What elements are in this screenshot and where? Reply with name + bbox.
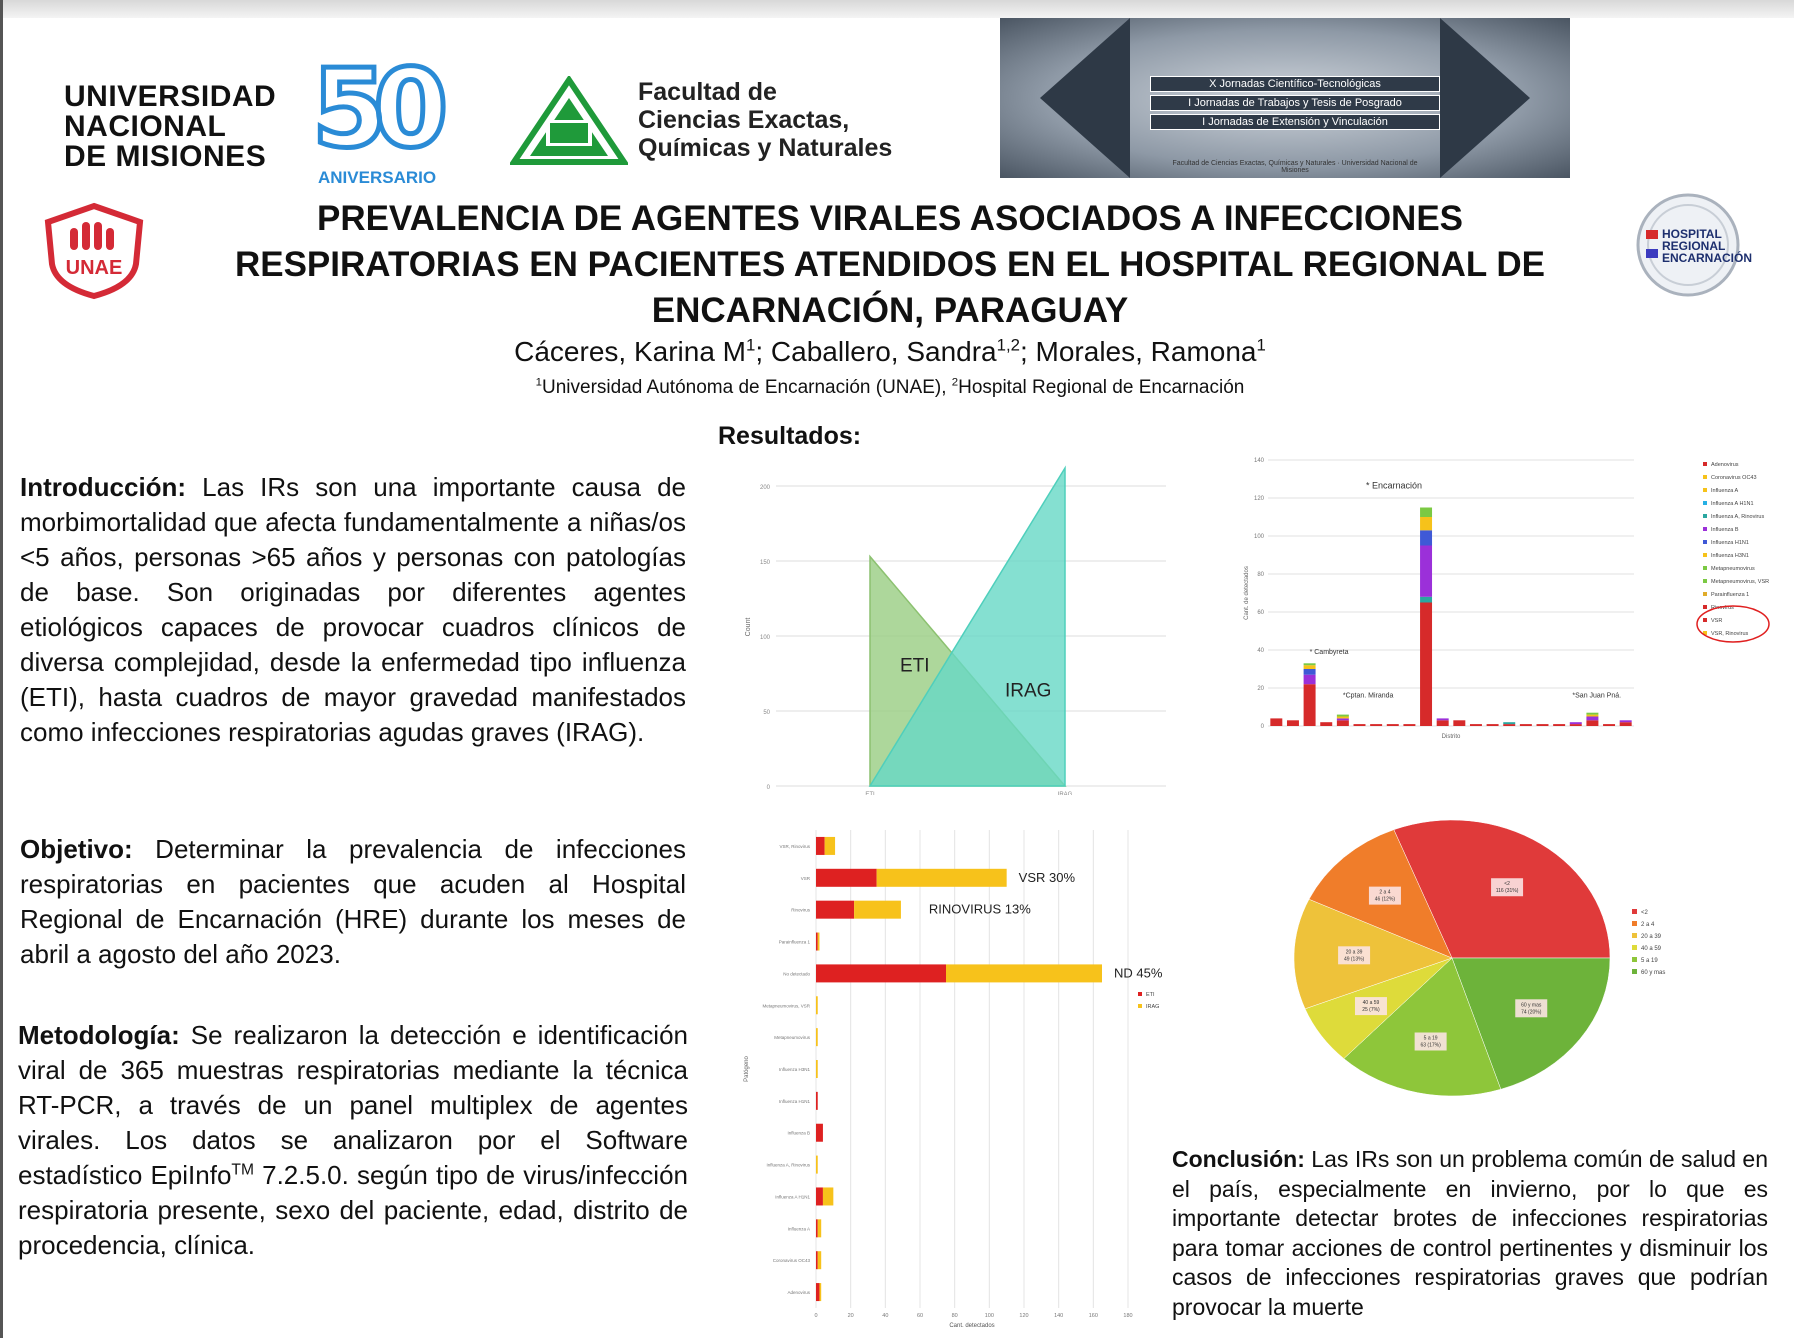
bar-segment [1437,718,1449,720]
bar-segment [1387,724,1399,726]
y-tick-label: Metapneumovirus [774,1035,810,1041]
author-affil-sup: 1,2 [996,335,1020,355]
bar-segment [816,1187,823,1205]
y-tick-label: 120 [1253,496,1264,502]
anniversary-label: ANIVERSARIO [318,168,437,187]
legend-label: Metapneumovirus, VSR [1711,579,1770,585]
author-affil-sup: 1 [1256,335,1266,355]
legend-swatch [1703,501,1707,505]
bar-segment [1520,724,1532,726]
methodology-text: 7.2.5.0. según tipo de virus/infección respiratoria presente, sexo del paciente, edad, distrito de procedencia, clínica. [18,1160,688,1260]
bar-segment [816,1060,818,1078]
bar-segment [816,964,946,982]
university-line: NACIONAL [64,110,227,143]
affil-text: Hospital Regional de Encarnación [958,377,1245,398]
bar-annotation: *San Juan Pná. [1572,692,1622,700]
banner-lines [1150,73,1440,133]
x-axis-label: Distrito [1441,734,1461,740]
slice-label: 2 a 4 [1379,889,1391,896]
y-axis-label: Patógeno [744,1056,750,1082]
bar-segment [1320,722,1332,726]
x-tick-label: 120 [1019,1313,1029,1319]
legend-label: Influenza A [1711,488,1739,494]
y-tick-label: 50 [763,710,770,716]
x-tick-label: 60 [916,1313,924,1319]
chevron-right-icon [1440,18,1530,178]
bar-segment [1270,718,1282,726]
legend-label: Metapneumovirus [1711,566,1755,572]
legend-swatch [1703,592,1707,596]
bar-segment [1304,675,1316,685]
y-tick-label: Influenza H3N1 [778,1067,810,1072]
intro-section [20,470,686,750]
banner-subtitle: Facultad de Ciencias Exactas, Químicas y Naturales · Universidad Nacional de Misiones [1172,160,1418,174]
bar-segment [1337,718,1349,720]
y-tick-label: 0 [766,785,770,791]
legend-label: Influenza A H1N1 [1711,501,1754,507]
legend-label: VSR [1711,618,1723,624]
bar-segment [816,1124,823,1142]
bar-segment [1586,717,1598,721]
bar-segment [1337,715,1349,717]
bar-segment [816,933,818,951]
slice-label: 49 (13%) [1343,956,1365,963]
legend-label: IRAG [1146,1004,1160,1010]
bar-segment [816,1092,818,1110]
bar-segment [816,996,818,1014]
bar-segment [1437,720,1449,726]
y-tick-label: Adenovirus [787,1290,810,1296]
bar-segment [818,1251,821,1269]
y-tick-label: 200 [759,485,770,491]
y-tick-label: 100 [759,635,770,641]
methodology-heading: Metodología: [18,1020,180,1050]
faculty-logo-icon [510,76,628,166]
banner-line: I Jornadas de Trabajos y Tesis de Posgrado [1150,95,1440,111]
legend-swatch [1703,553,1707,557]
bar-segment [816,1156,818,1174]
x-tick-label: 100 [984,1313,994,1319]
intro-text: Las IRs son una importante causa de morbimortalidad que afecta fundamentalmente a niñas/os <5 años, personas >65 años y personas con patologías de base. Son originadas por diferentes agentes etiológicos capaces de provocar cuadros clínicos de diversa complejidad, desde la enfermedad tipo influenza (ETI), hasta cuadros de mayor gravedad manifestados como infecciones respiratorias agudas graves (IRAG). [20,472,686,747]
x-tick-label: ETI [865,792,875,795]
bar-segment [854,901,901,919]
legend-swatch [1703,488,1707,492]
slice-label: 116 (31%) [1495,888,1519,895]
banner-line: I Jornadas de Extensión y Vinculación [1150,114,1440,130]
bar-segment [1620,720,1632,722]
bar-segment [1487,724,1499,726]
y-tick-label: 0 [1260,724,1264,730]
bar-segment [816,1283,819,1301]
results-heading: Resultados: [718,422,862,450]
author-affil-sup: 1 [746,335,756,355]
y-tick-label: 150 [759,560,770,566]
bar-segment [1304,669,1316,675]
left-edge [0,0,3,1338]
objective-text: Determinar la prevalencia de infecciones respiratorias en pacientes que acuden al Hospital Regional de Encarnación (HRE) durante los meses de abril a agosto del año 2023. [20,834,686,969]
bar-segment [823,1187,833,1205]
legend-swatch [1703,618,1707,622]
trademark-sup: TM [231,1161,254,1179]
x-tick-label: 140 [1054,1313,1064,1319]
author-name: ; Morales, Ramona [1019,336,1257,367]
bar-segment [1304,684,1316,726]
bar-segment [816,837,825,855]
y-tick-label: Rinovirus [791,907,810,913]
legend-swatch [1703,566,1707,570]
title-line: PREVALENCIA DE AGENTES VIRALES ASOCIADOS A INFECCIONES [316,199,1464,238]
legend-label: 40 a 59 [1641,946,1662,952]
methodology-section [18,1018,688,1263]
slice-label: 25 (7%) [1362,1007,1380,1014]
y-tick-label: 100 [1253,534,1264,540]
x-tick-label: 160 [1088,1313,1098,1319]
y-tick-label: Metapneumovirus, VSR [762,1003,810,1009]
y-tick-label: Influenza A H1N1 [775,1194,810,1200]
x-axis-label: Cant. detectados [949,1323,995,1329]
slice-label: 60 y mas [1521,1002,1542,1009]
bar-annotation: ND 45% [1114,965,1163,981]
legend-swatch [1703,579,1707,583]
legend-swatch [1632,921,1637,926]
y-tick-label: Influenza B [787,1130,810,1136]
author-name: Cáceres, Karina M [514,336,747,367]
legend-label: Adenovirus [1711,462,1739,468]
legend-swatch [1703,462,1707,466]
bar-segment [1287,720,1299,726]
chevron-left-icon [1040,18,1130,178]
affil-sup: 1 [535,376,542,389]
poster-title [140,196,1640,334]
bar-annotation: * Encarnación [1366,480,1423,491]
y-tick-label: Parainfluenza 1 [778,939,810,945]
y-tick-label: Coronavirus OC43 [772,1258,810,1264]
event-banner [1000,18,1570,178]
title-line: ENCARNACIÓN, PARAGUAY [651,291,1129,330]
x-tick-label: 40 [882,1313,889,1319]
legend-swatch [1703,475,1707,479]
bar-segment [1470,724,1482,726]
bar-segment [816,1219,818,1237]
x-tick-label: 80 [951,1313,958,1319]
bar-segment [819,1283,821,1301]
bar-segment [1620,722,1632,726]
bar-segment [1420,603,1432,727]
legend-swatch [1703,527,1707,531]
top-bar [0,0,1794,18]
author-name: ; Caballero, Sandra [755,336,997,367]
x-tick-label: IRAG [1057,792,1073,795]
legend-swatch [1632,957,1637,962]
pathogen-bar-chart [736,818,1176,1330]
slice-label: 5 a 19 [1423,1035,1438,1042]
affil-text: Universidad Autónoma de Encarnación (UNAE), [542,377,952,398]
legend-label: VSR, Rinovirus [1711,631,1749,637]
legend-swatch [1632,909,1637,914]
conclusion-heading: Conclusión: [1172,1146,1305,1172]
bar-segment [825,837,835,855]
faculty-line: Ciencias Exactas, [638,106,850,134]
bar-segment [816,901,854,919]
y-tick-label: 80 [1257,572,1264,578]
y-tick-label: 20 [1257,686,1264,692]
legend-label: Influenza A, Rinovirus [1711,514,1765,520]
conclusion-section [1172,1145,1768,1322]
bar-segment [1337,717,1349,719]
legend-label: 5 a 19 [1641,958,1658,964]
slice-label: 74 (20%) [1521,1009,1542,1016]
slice-label: 40 a 59 [1362,1000,1380,1007]
affiliations [140,377,1640,399]
bar-segment [1337,720,1349,726]
hre-logo-line: ENCARNACIÓN [1662,251,1752,265]
hre-logo-icon [1630,190,1780,300]
bar-segment [1420,546,1432,597]
bar-segment [877,869,1007,887]
intro-heading: Introducción: [20,472,187,502]
legend-swatch [1138,992,1142,996]
title-line: RESPIRATORIAS EN PACIENTES ATENDIDOS EN EL HOSPITAL REGIONAL DE [234,245,1546,284]
bar-segment [1420,517,1432,530]
y-tick-label: Influenza H1N1 [778,1098,810,1104]
bar-segment [1586,715,1598,717]
legend-label: ETI [1146,992,1155,998]
objective-section [20,832,686,972]
legend-label: 2 a 4 [1641,922,1655,928]
conclusion-text: Las IRs son un problema común de salud en el país, especialmente en invierno, por lo que es importante detectar brotes de infecciones respiratorias para tomar acciones de control pertinentes y disminuir los casos de infecciones respiratorias graves que podrían provocar la muerte [1172,1146,1768,1320]
bar-segment [1603,724,1615,726]
bar-segment [816,869,877,887]
slice-label: 46 (12%) [1374,896,1396,903]
bar-segment [818,1219,821,1237]
bar-segment [946,964,1102,982]
series-label: ETI [900,655,930,677]
university-line: DE MISIONES [64,140,267,173]
bar-annotation: *Cptan. Miranda [1342,692,1394,700]
legend-swatch [1703,514,1707,518]
legend-swatch [1632,933,1637,938]
bar-segment [1420,508,1432,518]
age-pie-chart [1240,800,1680,1120]
legend-label: Influenza H3N1 [1711,553,1749,559]
bar-segment [1304,665,1316,669]
faculty-line: Facultad de [638,78,777,106]
university-name [64,82,276,172]
faculty-name [638,78,892,162]
y-tick-label: VSR, Rinovirus [779,843,810,849]
bar-annotation: * Cambyreta [1309,648,1349,656]
affil-sup: 2 [951,376,959,389]
bar-segment [1420,597,1432,603]
y-tick-label: No detectado [783,971,810,977]
legend-label: Parainfluenza 1 [1711,592,1750,598]
slice-label: 20 a 39 [1345,949,1363,956]
y-tick-label: 40 [1257,648,1264,654]
legend-swatch [1138,1004,1142,1008]
y-tick-label: 140 [1253,458,1264,464]
hre-logo-line: REGIONAL [1662,239,1726,253]
bar-segment [1370,724,1382,726]
bar-segment [1537,724,1549,726]
y-axis-label: Cant. de detectados [1244,566,1250,620]
hre-logo-line: HOSPITAL [1662,227,1722,241]
university-line: UNIVERSIDAD [64,80,277,113]
unae-logo-icon [42,202,146,300]
legend-label: Coronavirus OC43 [1711,475,1757,481]
series-label: IRAG [1005,680,1052,702]
objective-heading: Objetivo: [20,834,133,864]
x-tick-label: 180 [1123,1313,1133,1319]
bar-segment [1304,663,1316,665]
legend-label: 60 y mas [1641,970,1666,976]
legend-swatch [1703,540,1707,544]
bar-segment [1570,722,1582,724]
anniversary-number: 50 [312,47,435,172]
legend-swatch [1703,605,1707,609]
area-chart [736,450,1176,795]
bar-annotation: RINOVIRUS 13% [928,901,1031,917]
legend-label: 20 a 39 [1641,934,1662,940]
banner-line: X Jornadas Científico-Tecnológicas [1150,76,1440,92]
legend-label: Rinovirus [1711,605,1734,611]
bar-segment [1420,530,1432,545]
unae-logo-text: UNAE [65,257,123,279]
faculty-line: Químicas y Naturales [638,134,893,162]
bar-segment [816,1251,818,1269]
authors [140,336,1640,368]
bar-segment [1503,724,1515,726]
legend-label: Influenza H1N1 [1711,540,1749,546]
y-tick-label: Influenza A, Rinovirus [766,1162,810,1168]
district-bar-chart [1238,448,1786,746]
y-axis-label: Count [745,617,752,637]
bar-segment [1354,724,1366,726]
slice-label: <2 [1504,881,1510,888]
bar-annotation: VSR 30% [1018,869,1076,885]
bar-segment [1453,720,1465,726]
bar-segment [816,1028,818,1046]
legend-label: Influenza B [1711,527,1739,533]
legend-label: <2 [1641,910,1648,916]
y-tick-label: VSR [800,875,810,881]
slice-label: 63 (17%) [1420,1042,1441,1049]
bar-segment [1570,724,1582,726]
methodology-text: Se realizaron la detección e identificación viral de 365 muestras respiratorias mediante la técnica RT-PCR, a través de un panel multiplex de agentes virales. Los datos se analizaron por el Software estadístico EpiInfo [18,1020,688,1190]
y-tick-label: Influenza A [787,1226,810,1232]
y-tick-label: 60 [1257,610,1264,616]
bar-segment [818,933,820,951]
bar-segment [1403,724,1415,726]
bar-segment [1553,724,1565,726]
legend-swatch [1632,945,1637,950]
bar-segment [1503,722,1515,724]
x-tick-label: 0 [814,1313,818,1319]
bar-segment [1586,720,1598,726]
x-tick-label: 20 [847,1313,854,1319]
bar-segment [1586,713,1598,715]
legend-swatch [1632,969,1637,974]
